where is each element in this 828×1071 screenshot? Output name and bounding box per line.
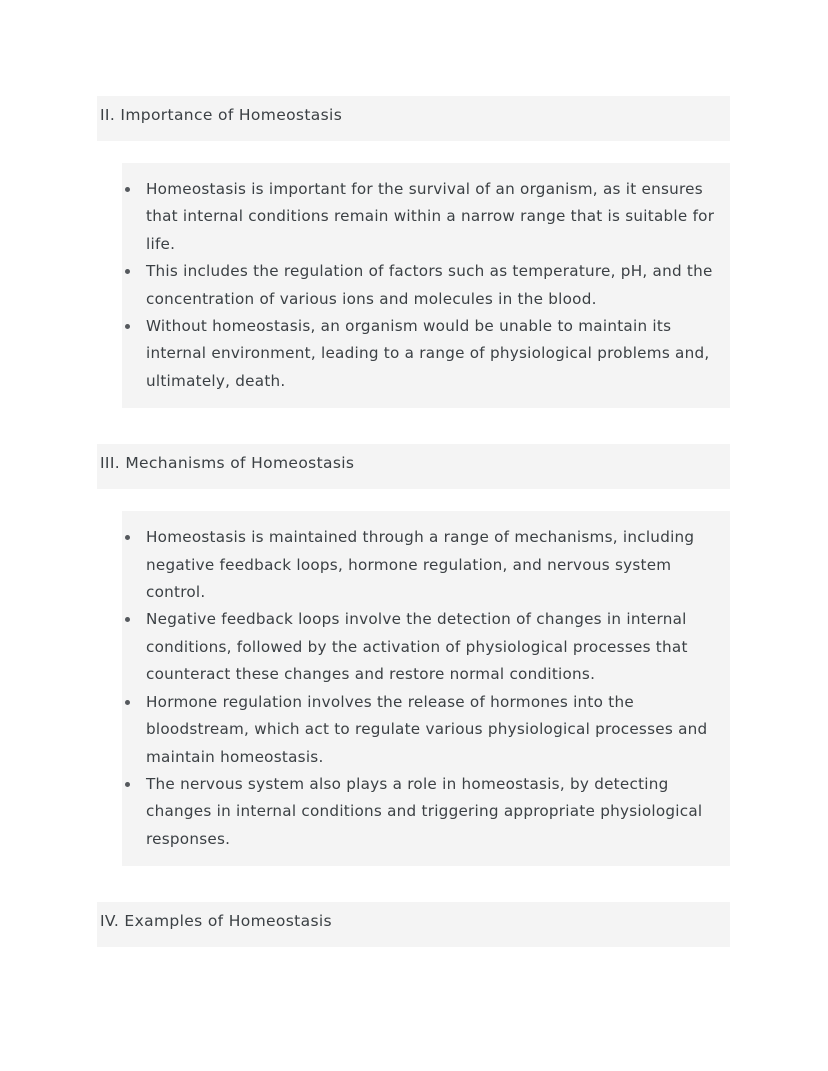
list-item bbox=[122, 313, 730, 395]
spacer-list-heading-3 bbox=[0, 866, 828, 902]
list-item bbox=[122, 176, 730, 258]
section-heading-label: II. Importance of Homeostasis bbox=[100, 106, 343, 124]
bullet-band-2 bbox=[122, 163, 730, 408]
list-item-text: The nervous system also plays a role in homeostasis, by detecting changes in internal conditions and triggering appropriate physiological responses. bbox=[146, 774, 703, 848]
bullet-dot-icon bbox=[125, 782, 130, 787]
bullet-dot-icon bbox=[125, 535, 130, 540]
bullet-dot-icon bbox=[125, 187, 130, 192]
section-heading-3 bbox=[97, 444, 730, 489]
bullet-dot-icon bbox=[125, 269, 130, 274]
list-item bbox=[122, 689, 730, 771]
section-heading-label: IV. Examples of Homeostasis bbox=[100, 912, 332, 931]
list-item-text: Without homeostasis, an organism would be unable to maintain its internal environment, leading to a range of physiological problems and, ultimately, death. bbox=[146, 317, 710, 390]
bullet-list-3 bbox=[122, 524, 730, 853]
list-item-text: This includes the regulation of factors such as temperature, pH, and the concentration of various ions and molecules in the blood. bbox=[146, 262, 713, 308]
section-heading-label: III. Mechanisms of Homeostasis bbox=[100, 454, 355, 473]
section-heading-4 bbox=[97, 902, 730, 947]
bullet-dot-icon bbox=[125, 617, 130, 622]
list-item-text: Hormone regulation involves the release of hormones into the bloodstream, which act to regulate various physiological processes and maintain homeostasis. bbox=[146, 692, 708, 766]
bullet-dot-icon bbox=[125, 324, 130, 329]
bullet-band-3 bbox=[122, 511, 730, 866]
bullet-list-2 bbox=[122, 176, 730, 395]
spacer-list-heading-2 bbox=[0, 408, 828, 444]
list-item bbox=[122, 606, 730, 688]
bullet-dot-icon bbox=[125, 700, 130, 705]
spacer-heading-list-2 bbox=[0, 141, 828, 163]
list-item bbox=[122, 771, 730, 853]
list-item bbox=[122, 258, 730, 313]
list-item-text: Homeostasis is maintained through a range of mechanisms, including negative feedback loops, hormone regulation, and nervous system control. bbox=[146, 528, 695, 602]
section-heading-2 bbox=[97, 96, 730, 141]
top-margin-spacer bbox=[0, 0, 828, 96]
list-item bbox=[122, 524, 730, 606]
list-item-text: Negative feedback loops involve the detection of changes in internal conditions, followed by the activation of physiological processes that counteract these changes and restore normal conditions. bbox=[146, 610, 688, 684]
spacer-heading-list-3 bbox=[0, 489, 828, 511]
list-item-text: Homeostasis is important for the survival of an organism, as it ensures that internal conditions remain within a narrow range that is suitable for life. bbox=[146, 180, 715, 253]
